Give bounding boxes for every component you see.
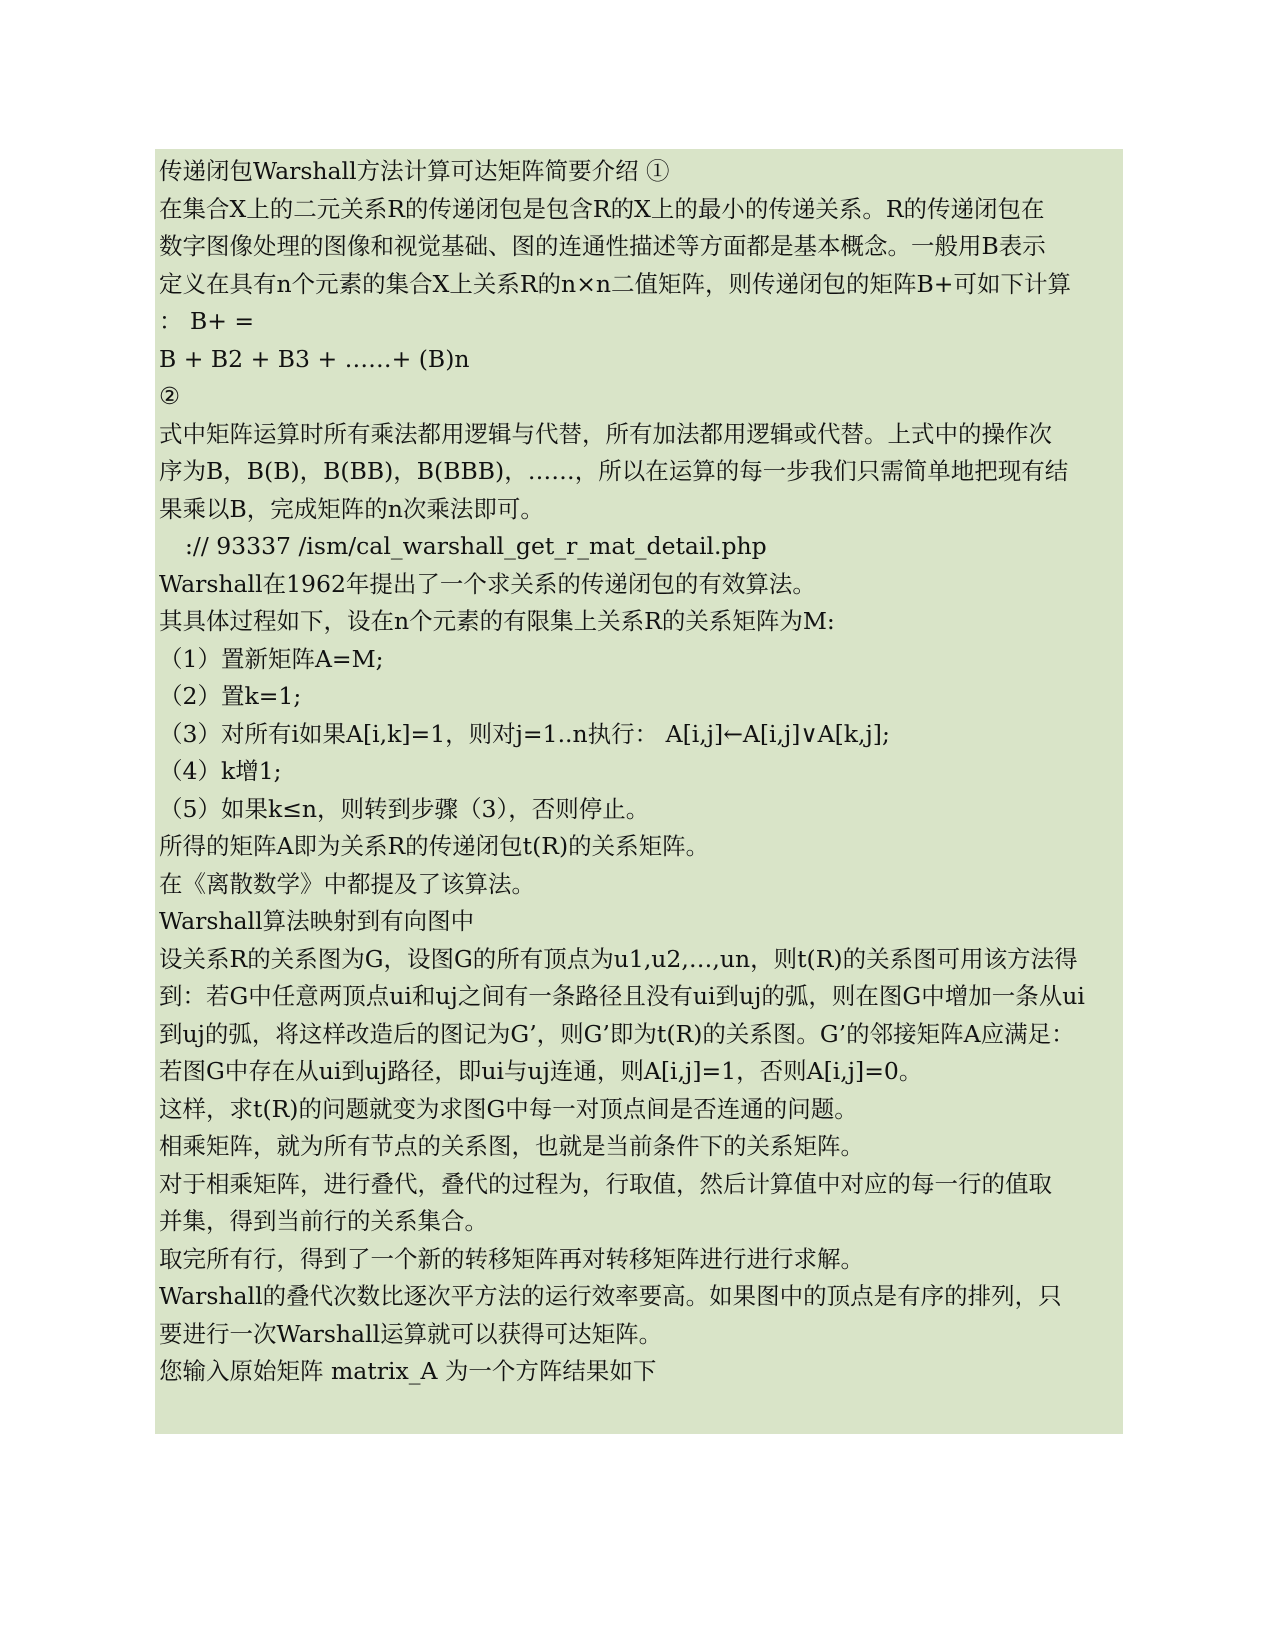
text-line: 相乘矩阵，就为所有节点的关系图，也就是当前条件下的关系矩阵。 (159, 1132, 864, 1160)
text-line: 设关系R的关系图为G，设图G的所有顶点为u1,u2,…,un，则t(R)的关系图可用该方法得 (159, 944, 1078, 973)
text-line: 果乘以B，完成矩阵的n次乘法即可。 (159, 494, 544, 523)
algorithm-step: （3）对所有i如果A[i,k]=1，则对j=1..n执行： A[i,j]←A[i,j]∨A[k,j]; (159, 719, 890, 748)
text-line: 并集，得到当前行的关系集合。 (159, 1207, 488, 1235)
text-line: 若图G中存在从ui到uj路径，即ui与uj连通，则A[i,j]=1，否则A[i,j]=0。 (159, 1057, 923, 1085)
text-line: ： B+ = (159, 307, 255, 335)
text-line: 对于相乘矩阵，进行叠代，叠代的过程为，行取值，然后计算值中对应的每一行的值取 (159, 1169, 1052, 1198)
text-line: 在集合X上的二元关系R的传递闭包是包含R的X上的最小的传递关系。R的传递闭包在 (159, 194, 1045, 223)
text-line: 取完所有行，得到了一个新的转移矩阵再对转移矩阵进行进行求解。 (159, 1244, 864, 1273)
highlighted-text-block (155, 149, 1123, 1434)
text-line: 其具体过程如下，设在n个元素的有限集上关系R的关系矩阵为M: (159, 607, 835, 635)
text-line: 这样，求t(R)的问题就变为求图G中每一对顶点间是否连通的问题。 (159, 1094, 858, 1123)
text-line: Warshall在1962年提出了一个求关系的传递闭包的有效算法。 (159, 569, 816, 598)
text-line: 数字图像处理的图像和视觉基础、图的连通性描述等方面都是基本概念。一般用B表示 (159, 232, 1046, 260)
text-line: 到：若G中任意两顶点ui和uj之间有一条路径且没有ui到uj的弧，则在图G中增加一条从ui (159, 982, 1085, 1010)
text-line: 在《离散数学》中都提及了该算法。 (159, 869, 535, 898)
algorithm-step: （2）置k=1; (159, 682, 302, 710)
text-line: 您输入原始矩阵 matrix_A 为一个方阵结果如下 (159, 1357, 657, 1385)
formula-line: B + B2 + B3 + ……+ (B)n (159, 344, 470, 373)
text-line: 所得的矩阵A即为关系R的传递闭包t(R)的关系矩阵。 (159, 832, 710, 860)
text-line: 序为B，B(B)，B(BB)，B(BBB)，……，所以在运算的每一步我们只需简单地把现有结 (159, 457, 1069, 485)
text-line: Warshall的叠代次数比逐次平方法的运行效率要高。如果图中的顶点是有序的排列，只 (159, 1282, 1062, 1310)
algorithm-step: （1）置新矩阵A=M; (159, 644, 384, 673)
circled-marker: ② (159, 382, 181, 410)
document-title: 传递闭包Warshall方法计算可达矩阵简要介绍 ① (159, 157, 670, 185)
text-line: 要进行一次Warshall运算就可以获得可达矩阵。 (159, 1319, 663, 1348)
url-fragment-line: :// 93337 /ism/cal_warshall_get_r_mat_detail.php (185, 532, 767, 560)
section-heading: Warshall算法映射到有向图中 (159, 907, 475, 935)
text-line: 到uj的弧，将这样改造后的图记为G’，则G’即为t(R)的关系图。G’的邻接矩阵A应满足： (159, 1019, 1075, 1048)
text-line: 定义在具有n个元素的集合X上关系R的n×n二值矩阵，则传递闭包的矩阵B+可如下计算 (159, 269, 1071, 298)
algorithm-step: （5）如果k≤n，则转到步骤（3），否则停止。 (159, 794, 650, 823)
text-line: 式中矩阵运算时所有乘法都用逻辑与代替，所有加法都用逻辑或代替。上式中的操作次 (159, 419, 1052, 448)
algorithm-step: （4）k增1; (159, 757, 282, 785)
